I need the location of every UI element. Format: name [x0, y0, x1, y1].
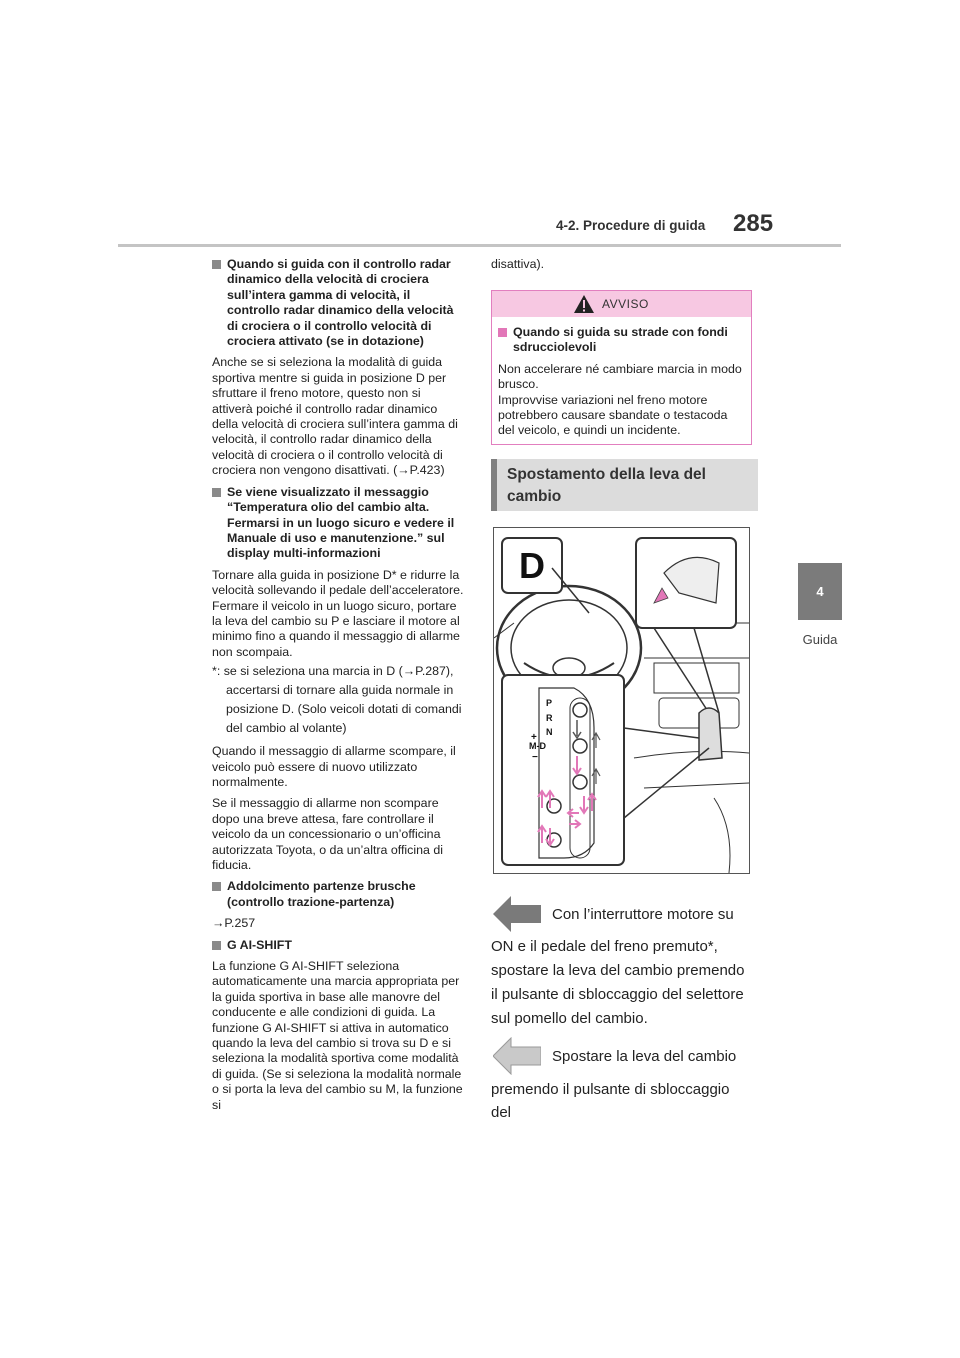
warning-text: Improvvise variazioni nel freno motore potrebbero causare sbandate o testacoda del veicolo, e quindi un incidente.	[498, 392, 728, 438]
gear-letter-p: P	[546, 698, 553, 708]
page-number: 285	[733, 210, 774, 237]
step-arrow-dark-icon	[493, 895, 541, 933]
warning-icon	[573, 294, 595, 314]
warning-heading: Quando si guida su strade con fondi sdrucciolevoli	[498, 325, 745, 356]
paragraph: La funzione G AI-SHIFT seleziona automaticamente una marcia appropriata per la guida sportiva in base alle manovre del conducente e alle condizioni di guida. La funzione G AI-SHIFT si attiva in automatico quando la leva del cambio si trova su D e si seleziona la modalità sportiva come modalità di guida. (Se si seleziona la modalità normale o si porta la leva del cambio su M, la funzione si	[212, 959, 463, 1112]
step1-inline-text: Con l’interruttore motore su	[552, 906, 734, 923]
page-reference: →P.257	[212, 916, 256, 931]
section-heading: Spostamento della leva del cambio	[507, 466, 706, 505]
plus-sign: +	[531, 732, 537, 743]
continued-text: disattiva).	[491, 257, 545, 271]
gear-lever-illustration	[493, 527, 750, 874]
gear-letter-md: M-D	[529, 741, 546, 751]
paragraph: Quando il messaggio di allarme scompare, il veicolo può essere di nuovo utilizzato normalmente.	[212, 744, 456, 789]
warning-title: AVVISO	[602, 297, 649, 311]
paragraph: Anche se si seleziona la modalità di guida sportiva mentre si guida in posizione D per sfruttare il freno motore, questo non si attiverà poiché il controllo radar dinamico della velocità di crociera sull’intera gamma di velocità, il controllo radar dinamico della velocità di crociera o il controllo velocità di crociera non vengono disattivati. (→P.423)	[212, 355, 458, 478]
heading-radar-cruise: Quando si guida con il controllo radar dinamico della velocità di crociera sull’intera gamma di velocità, il controllo radar dinamico della velocità di crociera o il controllo velocità di crociera attivato (se in dotazione)	[212, 257, 464, 349]
warning-box	[491, 290, 752, 445]
step2-inline-text: Spostare la leva del cambio	[552, 1048, 737, 1065]
heading-g-ai-shift: G AI-SHIFT	[212, 938, 464, 953]
paragraph: Tornare alla guida in posizione D* e ridurre la velocità sollevando il pedale dell’acceleratore. Fermare il veicolo in un luogo sicuro, portare la leva del cambio su P e lasciare il motore al minimo fino a quando il messaggio di allarme non scompaia.	[212, 567, 464, 659]
section-heading-box	[491, 459, 758, 511]
chapter-label: Guida	[802, 632, 838, 647]
gear-letter-n: N	[546, 727, 553, 737]
heading-start-control: Addolcimento partenze brusche (controllo trazione-partenza)	[212, 879, 464, 910]
gear-letter-r: R	[546, 713, 553, 723]
cockpit-drawing	[494, 528, 749, 873]
left-column	[212, 257, 464, 1119]
gear-display-letter: D	[519, 545, 545, 586]
footnote: *: se si seleziona una marcia in D (→P.287), accertarsi di tornare alla guida normale in posizione D. (Solo veicoli dotati di comandi del cambio al volante)	[212, 664, 462, 736]
step1-text: ON e il pedale del freno premuto*, spostare la leva del cambio premendo il pulsante di sbloccaggio del selettore sul pomello del cambio.	[491, 938, 745, 1027]
minus-sign: −	[532, 752, 538, 763]
header-divider	[118, 244, 841, 247]
section-title: 4-2. Procedure di guida	[556, 218, 706, 233]
warning-header	[492, 291, 751, 317]
step-arrow-light-icon	[493, 1037, 541, 1075]
paragraph: Se il messaggio di allarme non scompare dopo una breve attesa, fare controllare il veicolo da un concessionario o un’officina autorizzata Toyota, o da un’altra officina di fiducia.	[212, 796, 443, 872]
step2-text: premendo il pulsante di sbloccaggio del	[491, 1081, 730, 1121]
heading-oil-temperature: Se viene visualizzato il messaggio “Temperatura olio del cambio alta. Fermarsi in un luogo sicuro e vedere il Manuale di uso e manutenzione.” sul display multi-informazioni	[212, 485, 464, 562]
chapter-tab: 4	[798, 563, 842, 620]
warning-text: Non accelerare né cambiare marcia in modo brusco.	[498, 361, 742, 392]
